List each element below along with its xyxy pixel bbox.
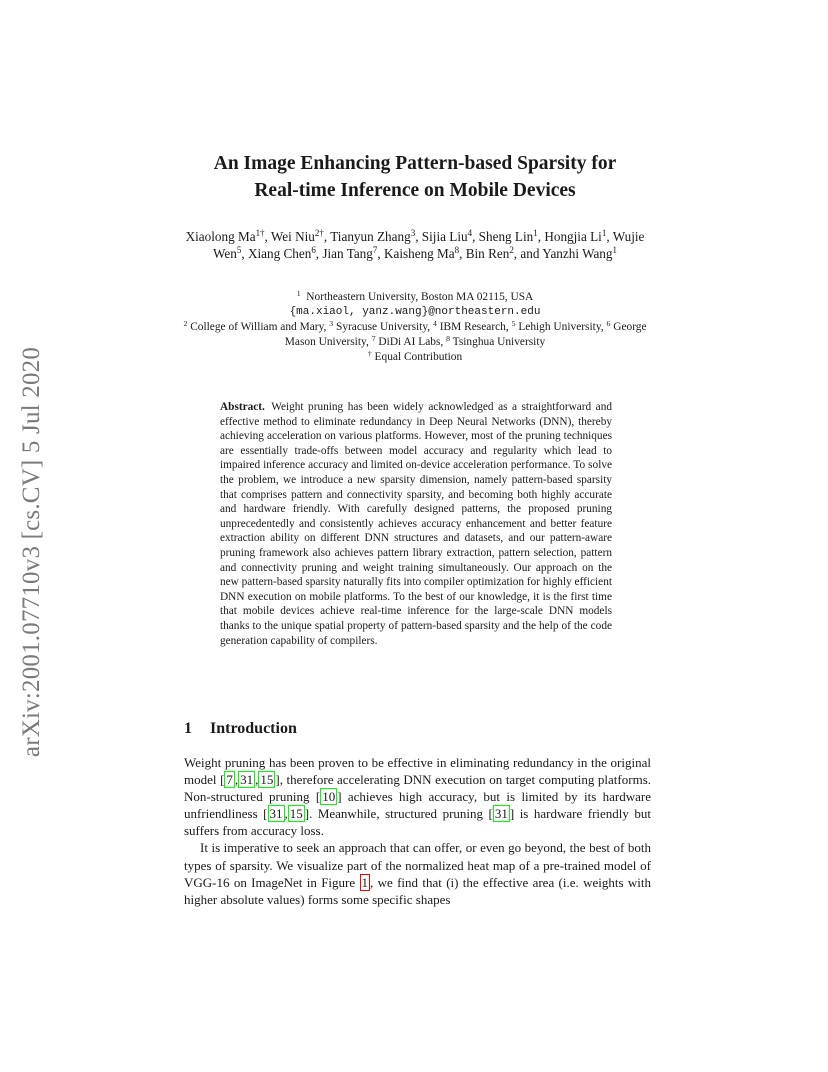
- citation-link[interactable]: 10: [322, 789, 336, 805]
- figure-reference-link[interactable]: 1: [361, 874, 368, 890]
- author: Kaisheng Ma$^8$: [383, 245, 460, 261]
- title-line-1: An Image Enhancing Pattern-based Sparsity for: [213, 153, 617, 174]
- citation-link[interactable]: 15: [289, 806, 303, 822]
- author: Sijia Liu$^4$: [421, 228, 473, 244]
- author: Tianyun Zhang$^3$: [330, 228, 416, 244]
- author: Wujie Wen$^5$: [213, 229, 645, 261]
- paragraph: It is imperative to seek an approach that can offer, or even go beyond, the best of both types of sparsity. We visualize part of the normalized heat map of a pre-trained model of VGG-16 on ImageNet in Figure 1 , we find that (i) the effective area (i.e. weights with higher absolute values) forms some specific shapes: [184, 840, 651, 907]
- introduction-body: [184, 754, 651, 908]
- affiliation-1: $^1$ Northeastern University, Boston MA 02115, USA: [296, 288, 534, 303]
- author-list: Xiaolong $Ma^{1\dagger}$, Wei Niu$^{2\dagger}$, Tianyun Zhang$^3$, Sijia Liu$^4$, Sheng Lin$^1$, Hongjia Li$^1$, Wujie Wen$^5$, Xiang Chen$^6$, Jian Tang$^7$, Kaisheng Ma$^8$, Bin Ren$^2$, and Yanzhi Wang$^1$: [185, 228, 645, 261]
- author: Jian Tang$^7$: [322, 245, 378, 261]
- author: Hongjia Li$^1$: [544, 228, 607, 244]
- section-number: 1: [184, 720, 192, 737]
- citation-link[interactable]: 31: [494, 806, 508, 822]
- citation-link[interactable]: 31: [240, 772, 254, 788]
- author: Xiang Chen$^6$: [247, 245, 316, 261]
- citation-link[interactable]: 15: [260, 772, 274, 788]
- equal-contribution-note: † Equal Contribution: [367, 348, 463, 363]
- affiliations: [170, 290, 660, 365]
- title-line-2: Real-time Inference on Mobile Devices: [254, 180, 576, 201]
- section-title: Introduction: [210, 720, 297, 737]
- author: Wei Niu$^{2\dagger}$: [270, 228, 324, 244]
- section-heading: [184, 720, 297, 738]
- author: Bin Ren$^2$: [465, 245, 514, 261]
- author: Yanzhi Wang$^1$: [542, 245, 617, 261]
- citation-link[interactable]: 31: [269, 806, 283, 822]
- paper-title: [150, 150, 680, 204]
- abstract-label: Abstract.: [220, 401, 265, 413]
- author: Xiaolong $Ma^{1\dagger}$: [185, 228, 265, 244]
- affiliation-2-8: $^2$ College of William and Mary, $^3$ Syracuse University, $^4$ IBM Research, $^5$ Lehigh University, $^6$ George Mason University, $^7$ DiDi AI Labs, $^8$ Tsinghua University: [183, 318, 647, 348]
- author: Sheng Lin$^1$: [478, 228, 538, 244]
- abstract-text: Weight pruning has been widely acknowledged as a straightforward and effective method to eliminate redundancy in Deep Neural Networks (DNN), thereby achieving acceleration on various platforms. However, most of the pruning techniques are essentially trade-offs between model accuracy and regularity which lead to impaired inference accuracy and limited on-device acceleration performance. To solve the problem, we introduce a new sparsity dimension, namely pattern-based sparsity that comprises pattern and connectivity sparsity, and becoming both highly accurate and hardware friendly. With carefully designed patterns, the proposed pruning unprecedentedly and consistently achieves accuracy enhancement and better feature extraction ability on different DNN structures and datasets, and our pattern-aware pruning framework also achieves pattern library extraction, pattern selection, pattern and connectivity pruning and weight training simultaneously. Our approach on the new pattern-based sparsity naturally fits into compiler optimization for highly efficient DNN execution on mobile platforms. To the best of our knowledge, it is the first time that mobile devices achieve real-time inference for the large-scale DNN models thanks to the unique spatial property of pattern-based sparsity and the help of the code generation capability of compilers.: [220, 401, 612, 647]
- abstract: [220, 400, 612, 648]
- citation-link[interactable]: 7: [226, 772, 233, 788]
- paragraph: Weight pruning has been proven to be effective in eliminating redundancy in the original model [ 7 , 31 , 15 ], therefore accelerating DNN execution on target computing platforms. Non-structured pruning [ 10 ] achieves high accuracy, but is limited by its hardware unfriendliness [ 31 , 15 ]. Meanwhile, structured pruning [ 31 ] is hardware friendly but suffers from accuracy loss.: [184, 755, 652, 839]
- email: {ma.xiaol, yanz.wang}@northeastern.edu: [289, 306, 541, 318]
- arxiv-identifier: arXiv:2001.07710v3 [cs.CV] 5 Jul 2020: [18, 346, 45, 758]
